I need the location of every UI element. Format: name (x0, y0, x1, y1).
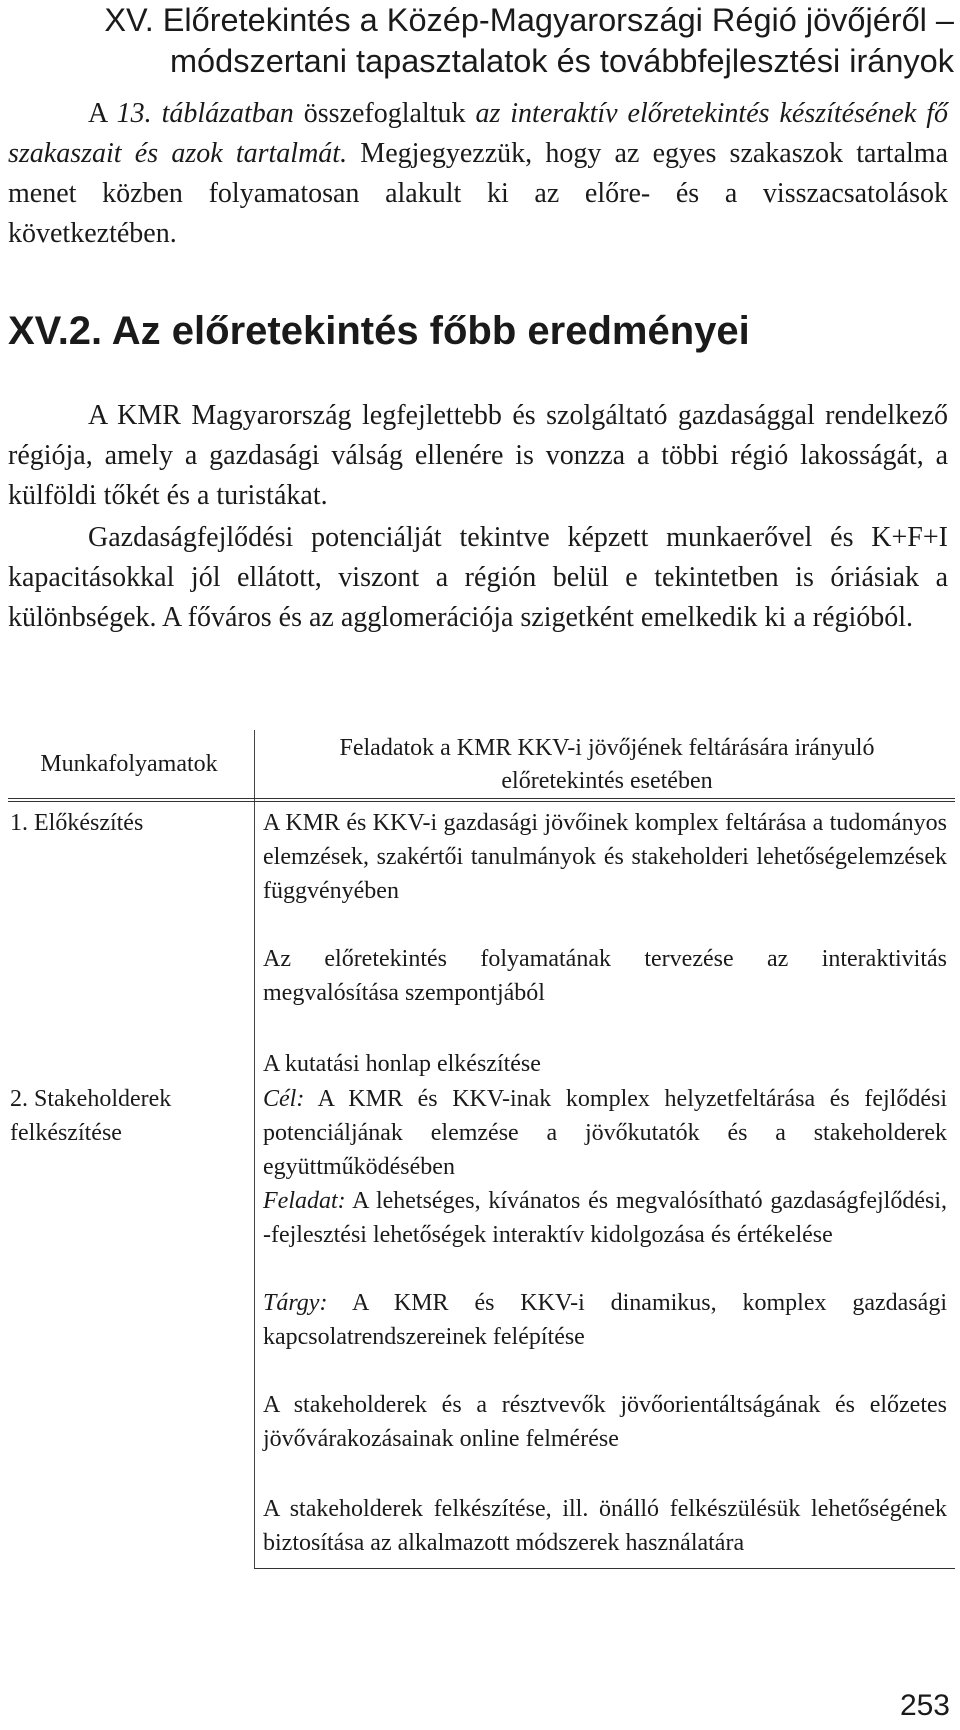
running-header-line-2: módszertani tapasztalatok és továbbfejlesztési irányok (169, 43, 954, 79)
row-2-goal (263, 1082, 947, 1184)
intro-text-a: A (88, 98, 117, 129)
table-header-rule-top (8, 798, 955, 799)
subject-label: Tárgy: (263, 1290, 328, 1316)
row-2-subject (263, 1286, 947, 1354)
table-column-divider (254, 730, 255, 1568)
row-label-stakeholderek-line-1: 2. Stakeholderek (10, 1086, 172, 1112)
column-header-feladatok-line-1: Feladatok a KMR KKV-i jövőjének feltárására irányuló (339, 735, 875, 761)
body-paragraph-1-text: A KMR Magyarország legfejlettebb és szolgáltató gazdasággal rendelkező régiója, amely a gazdasági válság ellenére is vonzza a többi régió lakosságát, a külföldi tőkét és a turistákat. (8, 400, 948, 511)
column-header-munkafolyamatok: Munkafolyamatok (40, 751, 218, 777)
intro-text-b: összefoglaltuk (293, 98, 476, 129)
body-paragraph-2 (8, 518, 948, 638)
running-header-line-1: XV. Előretekintés a Közép-Magyarországi Régió jövőjéről – (104, 2, 954, 38)
intro-paragraph (8, 94, 948, 254)
body-paragraph-1 (8, 396, 948, 516)
body-paragraph-2-text: Gazdaságfejlődési potenciálját tekintve képzett munkaerővel és K+F+I kapacitásokkal jól ellátott, viszont a régión belül e tekintetben is óriásiak a különbségek. A főváros és az agglomerációja szigetként emelkedik ki a régióból. (8, 522, 948, 633)
column-header-feladatok (262, 732, 952, 798)
row-label-stakeholderek-line-2: felkészítése (10, 1120, 122, 1146)
row-1-item-3: A kutatási honlap elkészítése (263, 1051, 541, 1077)
goal-text: A KMR és KKV-inak komplex helyzetfeltárása és fejlődési potenciáljának elemzése a jövőkutatók és a stakeholderek együttműködésében (263, 1086, 947, 1180)
row-2-item-2: A stakeholderek felkészítése, ill. önálló felkészülésük lehetőségének biztosítása az alkalmazott módszerek használatára (263, 1496, 947, 1556)
running-header (14, 0, 954, 82)
column-header-feladatok-line-2: előretekintés esetében (501, 768, 713, 794)
intro-text-c: Megjegyezzük, hogy az egyes szakaszok tartalma menet közben folyamatosan alakult ki az előre- és a visszacsatolások következtében. (8, 138, 948, 249)
row-1-item-2: Az előretekintés folyamatának tervezése az interaktivitás megvalósítása szempontjából (263, 946, 947, 1006)
goal-label: Cél: (263, 1086, 305, 1112)
row-1-item-1: A KMR és KKV-i gazdasági jövőinek komplex feltárása a tudományos elemzések, szakértői tanulmányok és stakeholderi lehetőségelemzések függvényében (263, 810, 947, 904)
row-2-task (263, 1184, 947, 1252)
table-bottom-rule (254, 1568, 955, 1569)
subject-text: A KMR és KKV-i dinamikus, komplex gazdasági kapcsolatrendszereinek felépítése (263, 1290, 947, 1350)
task-text: A lehetséges, kívánatos és megvalósítható gazdaságfejlődési, -fejlesztési lehetőségek interaktív kidolgozása és értékelése (263, 1188, 947, 1248)
section-heading: XV.2. Az előretekintés főbb eredményei (8, 309, 750, 353)
intro-italic-phrase: az interaktív előretekintés készítésének fő szakaszait és azok tartalmát. (8, 98, 948, 169)
row-label-elokeszites: 1. Előkészítés (10, 810, 144, 836)
table-reference: 13. táblázatban (116, 98, 294, 129)
page-number: 253 (899, 1689, 950, 1722)
row-label-stakeholderek (10, 1082, 240, 1150)
table-header-rule-bottom (8, 801, 955, 802)
task-label: Feladat: (263, 1188, 346, 1214)
row-2-item-1: A stakeholderek és a résztvevők jövőorientáltságának és előzetes jövővárakozásainak online felmérése (263, 1392, 947, 1452)
